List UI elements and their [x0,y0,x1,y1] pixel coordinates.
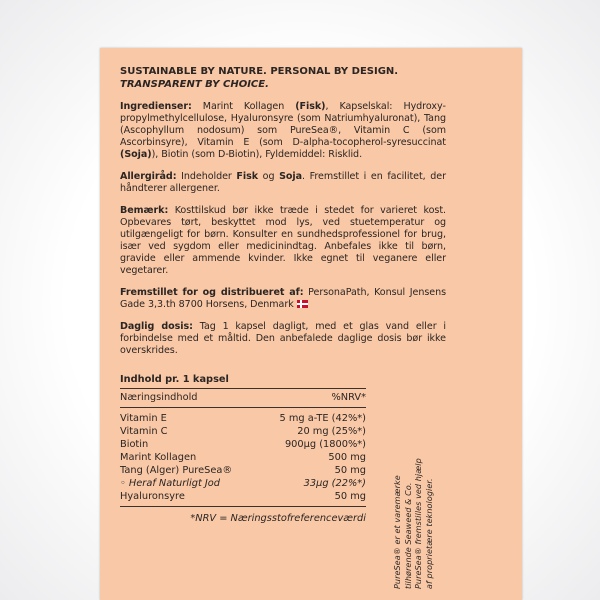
note-label: Bemærk: [120,205,169,216]
nutrient-name: Hyaluronsyre [120,491,185,502]
table-row [120,490,366,503]
trademark-line-3: PureSea® fremstilles ved hjælp [414,458,423,589]
nutrient-value: 33µg (22%*) [303,478,366,489]
slogan-line-1: SUSTAINABLE BY NATURE. PERSONAL BY DESIGN. [120,66,399,77]
table-header [120,389,366,408]
slogan [120,65,446,91]
nrv-footnote: *NRV = Næringsstofreferenceværdi [190,513,366,524]
trademark-line-2: tilhørende Seaweed & Co. [403,482,413,589]
allergy-section [120,171,446,195]
manufacturer-label: Fremstillet for og distribueret af: [120,287,304,298]
ingredients-text-2: , Kapselskal: Hydroxypropylmethylcellulose, Hyaluronsyre (som Natriumhyaluronat), Tang (Ascophyllum nodosum) som PureSea®, Vitamin C (som Ascorbinsyre), Vitamin E (som D-alpha-tocopherol-syresuccinat [120,101,446,148]
ingredients-text-3: ), Biotin (som D-Biotin), Fyldemiddel: Risklid. [151,149,363,160]
nutrient-name: Vitamin C [120,426,168,437]
nutrition-table [120,373,366,525]
allergy-text-2: og [258,171,280,182]
allergy-soy: Soja [279,171,303,182]
ingredients-label: Ingredienser: [120,101,192,112]
dose-section [120,321,446,357]
table-body [120,408,366,507]
label-text [120,65,446,357]
allergen-fish: (Fisk) [295,101,326,112]
danish-flag-icon [297,300,308,308]
allergy-text-3: . Fremstillet i en facilitet, der håndterer allergener. [120,171,446,194]
table-row [120,438,366,451]
slogan-line-2: TRANSPARENT BY CHOICE. [120,79,269,90]
nutrient-value: 5 mg a-TE (42%*) [279,413,366,424]
table-row [120,412,366,425]
ingredients-text-1: Marint Kollagen [191,101,296,112]
nutrient-name: Marint Kollagen [120,452,197,463]
nutrient-name: Vitamin E [120,413,167,424]
allergy-text-1: Indeholder [176,171,237,182]
allergy-fish: Fisk [236,171,259,182]
nutrient-name: ◦ Heraf Naturligt Jod [120,478,221,489]
column-header-nrv: %NRV* [331,392,366,403]
trademark-note [392,378,444,588]
allergy-label: Allergiråd: [120,171,177,182]
note-text: Kosttilskud bør ikke træde i stedet for varieret kost. Opbevares tørt, beskyttet mod lys, ved stuetemperatur og utilgængeligt for børn. Konsulter en sundhedsprofessionel for brug, især ved sygdom eller medicinindtag. Anbefales ikke til børn, gravide eller ammende kvinder. Ikke egnet til veganere eller vegetarer. [120,205,446,276]
nutrient-value: 20 mg (25%*) [297,426,366,437]
table-row [120,477,366,490]
nutrient-value: 900µg (1800%*) [284,439,366,450]
nutrient-value: 500 mg [328,452,366,463]
dose-text: Tag 1 kapsel dagligt, med et glas vand eller i forbindelse med et måltid. Den anbefalede daglige dosis bør ikke overskrides. [120,321,446,356]
nutrient-value: 50 mg [334,465,366,476]
dose-label: Daglig dosis: [120,321,193,332]
trademark-line-1: PureSea® er et varemærke [393,475,402,589]
column-header-nutrient: Næringsindhold [120,392,198,403]
manufacturer-section [120,287,446,311]
nutrient-name: Biotin [120,439,149,450]
table-title: Indhold pr. 1 kapsel [120,373,366,389]
manufacturer-text: PersonaPath, Konsul Jensens Gade 3,3.th 8700 Horsens, Denmark [120,287,446,310]
nutrient-value: 50 mg [334,491,366,502]
product-label [100,48,522,600]
table-row [120,425,366,438]
trademark-line-4: af proprietære teknologier. [424,478,434,589]
nutrient-name: Tang (Alger) PureSea® [120,465,233,476]
table-row [120,451,366,464]
allergen-soy: (Soja) [120,149,152,160]
table-row [120,464,366,477]
trademark-note-text [393,379,445,589]
note-section [120,205,446,277]
ingredients-section [120,101,446,161]
